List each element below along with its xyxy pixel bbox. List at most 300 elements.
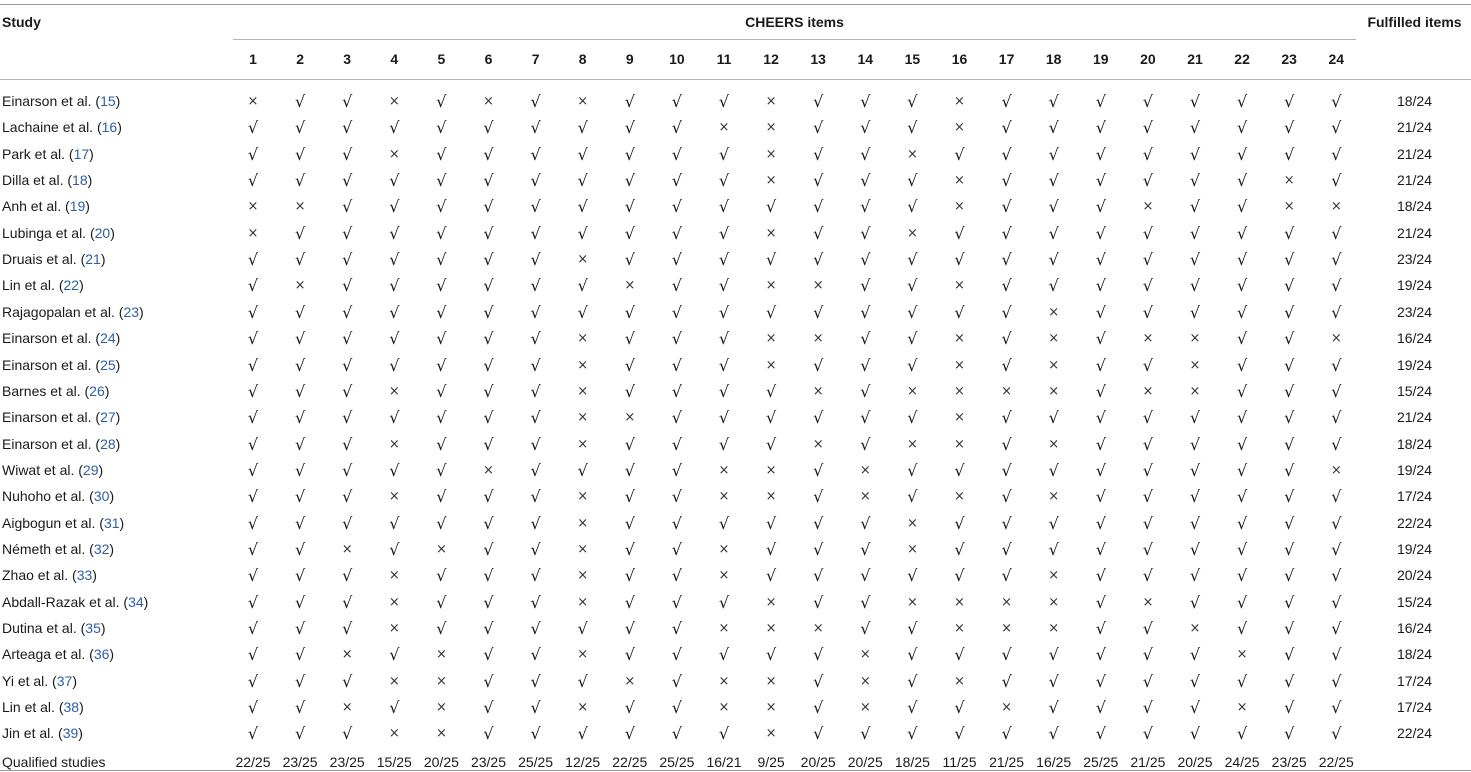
check-mark: √ bbox=[1284, 408, 1295, 428]
check-mark: √ bbox=[294, 144, 306, 164]
reference-link[interactable]: 22 bbox=[63, 277, 80, 294]
qualified-count: 22/25 bbox=[1318, 754, 1354, 770]
check-mark: √ bbox=[1095, 250, 1106, 270]
check-mark: √ bbox=[1284, 276, 1295, 296]
check-mark: √ bbox=[1236, 487, 1248, 507]
check-mark: √ bbox=[1001, 250, 1012, 270]
check-mark: √ bbox=[294, 434, 306, 454]
check-mark: √ bbox=[1331, 566, 1342, 586]
table-row bbox=[0, 115, 1471, 141]
check-mark: √ bbox=[1001, 355, 1012, 375]
check-mark: √ bbox=[294, 645, 306, 665]
cross-mark: × bbox=[294, 199, 306, 215]
reference-link[interactable]: 35 bbox=[85, 620, 101, 636]
check-mark: √ bbox=[718, 645, 730, 665]
table-row bbox=[0, 432, 1471, 458]
item-number-6: 6 bbox=[484, 51, 493, 67]
cross-mark: × bbox=[859, 700, 871, 716]
check-mark: √ bbox=[483, 381, 494, 401]
cross-mark: × bbox=[341, 541, 353, 557]
study-name: Einarson et al. (25) bbox=[2, 356, 121, 373]
check-mark: √ bbox=[860, 513, 871, 533]
reference-link[interactable]: 37 bbox=[56, 672, 73, 689]
check-mark: √ bbox=[1001, 487, 1012, 507]
cross-mark: × bbox=[577, 331, 589, 347]
qualified-count: 25/25 bbox=[518, 754, 554, 770]
check-mark: √ bbox=[860, 592, 871, 612]
fulfilled-count: 17/24 bbox=[1396, 699, 1433, 716]
cross-mark: × bbox=[765, 225, 777, 241]
table-row bbox=[0, 511, 1471, 537]
cross-mark: × bbox=[954, 594, 965, 610]
check-mark: √ bbox=[624, 539, 635, 559]
cross-mark: × bbox=[859, 462, 871, 478]
check-mark: √ bbox=[1048, 276, 1059, 296]
check-mark: √ bbox=[1331, 619, 1342, 638]
cross-mark: × bbox=[906, 225, 918, 241]
check-mark: √ bbox=[1284, 645, 1295, 665]
check-mark: √ bbox=[1284, 619, 1295, 638]
cross-mark: × bbox=[718, 700, 730, 716]
check-mark: √ bbox=[436, 92, 447, 111]
check-mark: √ bbox=[483, 302, 494, 322]
check-mark: √ bbox=[247, 698, 259, 718]
check-mark: √ bbox=[1142, 302, 1153, 322]
table-row bbox=[0, 194, 1471, 220]
check-mark: √ bbox=[247, 171, 259, 191]
item-number-21: 21 bbox=[1187, 51, 1203, 67]
check-mark: √ bbox=[1189, 645, 1201, 665]
check-mark: √ bbox=[1189, 171, 1201, 191]
check-mark: √ bbox=[671, 118, 682, 138]
study-author: Lin et al. bbox=[2, 277, 55, 294]
check-mark: √ bbox=[530, 197, 541, 217]
check-mark: √ bbox=[1001, 671, 1012, 691]
check-mark: √ bbox=[530, 566, 541, 586]
cross-mark: × bbox=[812, 278, 824, 294]
qualified-count: 20/25 bbox=[1177, 754, 1213, 770]
check-mark: √ bbox=[1142, 645, 1153, 665]
cross-mark: × bbox=[765, 594, 777, 610]
check-mark: √ bbox=[436, 513, 447, 533]
check-mark: √ bbox=[1048, 92, 1059, 111]
qualified-count: 20/25 bbox=[423, 754, 459, 770]
check-mark: √ bbox=[294, 118, 306, 138]
cross-mark: × bbox=[1048, 568, 1060, 584]
check-mark: √ bbox=[1142, 487, 1153, 507]
reference-link[interactable]: 36 bbox=[93, 646, 110, 663]
check-mark: √ bbox=[530, 355, 541, 375]
check-mark: √ bbox=[342, 513, 353, 533]
check-mark: √ bbox=[483, 724, 494, 744]
check-mark: √ bbox=[907, 197, 918, 217]
study-author: Einarson et al. bbox=[2, 409, 92, 426]
reference-link[interactable]: 21 bbox=[85, 251, 101, 268]
study-name: Rajagopalan et al. (23) bbox=[2, 303, 144, 320]
check-mark: √ bbox=[671, 460, 682, 480]
cross-mark: × bbox=[577, 515, 589, 531]
check-mark: √ bbox=[1331, 250, 1342, 270]
reference-link[interactable]: 25 bbox=[100, 356, 116, 373]
check-mark: √ bbox=[671, 645, 682, 665]
item-number-15: 15 bbox=[904, 51, 921, 67]
study-name: Dutina et al. (35) bbox=[2, 620, 106, 636]
check-mark: √ bbox=[247, 513, 259, 533]
cross-mark: × bbox=[1048, 383, 1060, 399]
reference-link[interactable]: 24 bbox=[100, 330, 116, 347]
check-mark: √ bbox=[624, 171, 635, 191]
check-mark: √ bbox=[907, 566, 918, 586]
cross-mark: × bbox=[954, 173, 965, 189]
check-mark: √ bbox=[1331, 381, 1342, 401]
cross-mark: × bbox=[483, 462, 494, 478]
cross-mark: × bbox=[718, 541, 730, 557]
cross-mark: × bbox=[718, 621, 730, 636]
table-row bbox=[0, 326, 1471, 352]
table-row bbox=[0, 221, 1471, 247]
check-mark: √ bbox=[1284, 513, 1295, 533]
check-mark: √ bbox=[294, 355, 306, 375]
check-mark: √ bbox=[1142, 276, 1153, 296]
qualified-count: 16/25 bbox=[1036, 754, 1072, 770]
check-mark: √ bbox=[954, 302, 965, 322]
reference-link[interactable]: 16 bbox=[101, 119, 118, 136]
reference-link[interactable]: 32 bbox=[93, 540, 110, 557]
check-mark: √ bbox=[1284, 698, 1295, 718]
cross-mark: × bbox=[624, 673, 636, 689]
qualified-count: 23/25 bbox=[470, 754, 507, 770]
check-mark: √ bbox=[907, 329, 918, 349]
cross-mark: × bbox=[765, 120, 777, 136]
cross-mark: × bbox=[577, 568, 589, 584]
check-mark: √ bbox=[1331, 118, 1342, 138]
check-mark: √ bbox=[907, 171, 918, 191]
cross-mark: × bbox=[1048, 594, 1060, 610]
check-mark: √ bbox=[1284, 592, 1295, 612]
check-mark: √ bbox=[954, 513, 965, 533]
check-mark: √ bbox=[1236, 408, 1248, 428]
cross-mark: × bbox=[765, 621, 777, 636]
reference-link[interactable]: 34 bbox=[128, 593, 144, 610]
cross-mark: × bbox=[1001, 700, 1013, 716]
cross-mark: × bbox=[577, 94, 589, 109]
check-mark: √ bbox=[342, 302, 353, 322]
cross-mark: × bbox=[1142, 594, 1154, 610]
fulfilled-count: 22/24 bbox=[1396, 514, 1433, 531]
fulfilled-count: 23/24 bbox=[1396, 303, 1433, 320]
qualified-studies-label: Qualified studies bbox=[2, 754, 106, 770]
check-mark: √ bbox=[483, 408, 494, 428]
reference-link[interactable]: 17 bbox=[73, 145, 90, 162]
check-mark: √ bbox=[860, 92, 871, 111]
check-mark: √ bbox=[1284, 460, 1295, 480]
check-mark: √ bbox=[1001, 171, 1012, 191]
check-mark: √ bbox=[530, 118, 541, 138]
check-mark: √ bbox=[342, 223, 353, 243]
cross-mark: × bbox=[577, 383, 589, 399]
item-number-22: 22 bbox=[1234, 51, 1250, 67]
check-mark: √ bbox=[436, 197, 447, 217]
item-number-row bbox=[233, 51, 1356, 69]
cross-mark: × bbox=[765, 173, 777, 189]
check-mark: √ bbox=[483, 645, 494, 665]
cross-mark: × bbox=[859, 647, 871, 663]
study-name: Lachaine et al. (16) bbox=[2, 119, 122, 136]
qualified-count: 12/25 bbox=[565, 754, 601, 770]
check-mark: √ bbox=[483, 513, 494, 533]
cross-mark: × bbox=[765, 278, 777, 294]
check-mark: √ bbox=[1284, 487, 1295, 507]
check-mark: √ bbox=[718, 197, 730, 217]
reference-link[interactable]: 23 bbox=[123, 303, 140, 320]
check-mark: √ bbox=[860, 223, 871, 243]
check-mark: √ bbox=[1189, 250, 1201, 270]
check-mark: √ bbox=[860, 276, 871, 296]
reference-link[interactable]: 30 bbox=[93, 488, 110, 505]
check-mark: √ bbox=[1142, 539, 1153, 559]
fulfilled-count: 18/24 bbox=[1396, 435, 1433, 452]
qualified-count: 25/25 bbox=[659, 754, 695, 770]
check-mark: √ bbox=[1095, 592, 1106, 612]
check-mark: √ bbox=[860, 197, 871, 217]
check-mark: √ bbox=[530, 698, 541, 718]
fulfilled-count: 20/24 bbox=[1396, 567, 1433, 584]
check-mark: √ bbox=[765, 539, 777, 559]
check-mark: √ bbox=[1331, 592, 1342, 612]
check-mark: √ bbox=[530, 645, 541, 665]
check-mark: √ bbox=[530, 724, 541, 744]
item-number-19: 19 bbox=[1093, 51, 1109, 67]
check-mark: √ bbox=[483, 592, 494, 612]
check-mark: √ bbox=[342, 329, 353, 349]
check-mark: √ bbox=[342, 118, 353, 138]
check-mark: √ bbox=[1236, 118, 1248, 138]
check-mark: √ bbox=[483, 566, 494, 586]
cross-mark: × bbox=[1189, 621, 1201, 636]
check-mark: √ bbox=[671, 144, 682, 164]
study-author: Abdall-Razak et al. bbox=[2, 593, 120, 610]
reference-link[interactable]: 15 bbox=[100, 93, 116, 109]
study-name: Einarson et al. (24) bbox=[2, 330, 121, 347]
study-name: Németh et al. (32) bbox=[2, 540, 115, 557]
check-mark: √ bbox=[436, 329, 447, 349]
reference-link[interactable]: 28 bbox=[100, 435, 116, 452]
check-mark: √ bbox=[813, 197, 824, 217]
cross-mark: × bbox=[954, 94, 965, 109]
check-mark: √ bbox=[1189, 513, 1201, 533]
check-mark: √ bbox=[624, 460, 635, 480]
cross-mark: × bbox=[954, 410, 965, 426]
item-number-13: 13 bbox=[810, 51, 826, 67]
check-mark: √ bbox=[294, 329, 306, 349]
check-mark: √ bbox=[436, 118, 447, 138]
check-mark: √ bbox=[671, 539, 682, 559]
fulfilled-count: 23/24 bbox=[1396, 251, 1433, 268]
reference-link[interactable]: 18 bbox=[72, 172, 88, 189]
check-mark: √ bbox=[671, 329, 682, 349]
check-mark: √ bbox=[1095, 171, 1106, 191]
check-mark: √ bbox=[954, 539, 965, 559]
cross-mark: × bbox=[1048, 621, 1060, 636]
check-mark: √ bbox=[294, 92, 306, 111]
reference-link[interactable]: 27 bbox=[100, 409, 116, 426]
check-mark: √ bbox=[577, 671, 588, 691]
study-author: Arteaga et al. bbox=[2, 646, 86, 663]
check-mark: √ bbox=[1095, 92, 1106, 111]
item-number-11: 11 bbox=[716, 51, 732, 67]
check-mark: √ bbox=[436, 566, 447, 586]
check-mark: √ bbox=[813, 724, 824, 744]
check-mark: √ bbox=[671, 171, 682, 191]
check-mark: √ bbox=[813, 223, 824, 243]
check-mark: √ bbox=[624, 513, 635, 533]
qualified-count: 23/25 bbox=[329, 754, 365, 770]
check-mark: √ bbox=[1189, 698, 1201, 718]
cross-mark: × bbox=[388, 621, 400, 636]
check-mark: √ bbox=[1048, 513, 1059, 533]
check-mark: √ bbox=[624, 302, 635, 322]
qualified-count: 15/25 bbox=[376, 754, 412, 770]
check-mark: √ bbox=[765, 513, 777, 533]
check-mark: √ bbox=[530, 276, 541, 296]
check-mark: √ bbox=[1048, 223, 1059, 243]
fulfilled-count: 18/24 bbox=[1396, 93, 1433, 109]
check-mark: √ bbox=[436, 487, 447, 507]
check-mark: √ bbox=[389, 645, 400, 665]
check-mark: √ bbox=[813, 671, 824, 691]
check-mark: √ bbox=[718, 724, 730, 744]
check-mark: √ bbox=[483, 250, 494, 270]
cross-mark: × bbox=[1189, 357, 1201, 373]
check-mark: √ bbox=[624, 223, 635, 243]
check-mark: √ bbox=[1095, 460, 1106, 480]
study-name: Yi et al. (37) bbox=[2, 672, 77, 689]
qualified-count: 25/25 bbox=[1083, 754, 1119, 770]
cross-mark: × bbox=[577, 357, 589, 373]
check-mark: √ bbox=[1001, 92, 1012, 111]
check-mark: √ bbox=[1189, 460, 1201, 480]
check-mark: √ bbox=[1331, 408, 1342, 428]
check-mark: √ bbox=[1142, 460, 1153, 480]
check-mark: √ bbox=[718, 250, 730, 270]
check-mark: √ bbox=[671, 276, 682, 296]
reference-link[interactable]: 38 bbox=[63, 699, 80, 716]
check-mark: √ bbox=[247, 250, 259, 270]
cross-mark: × bbox=[765, 462, 777, 478]
check-mark: √ bbox=[1048, 724, 1059, 744]
header-bottom-rule bbox=[0, 79, 1471, 80]
reference-link[interactable]: 31 bbox=[103, 514, 120, 531]
check-mark: √ bbox=[1284, 223, 1295, 243]
check-mark: √ bbox=[1189, 592, 1201, 612]
study-author: Rajagopalan et al. bbox=[2, 303, 115, 320]
check-mark: √ bbox=[294, 171, 306, 191]
check-mark: √ bbox=[1331, 487, 1342, 507]
check-mark: √ bbox=[813, 513, 824, 533]
check-mark: √ bbox=[483, 197, 494, 217]
check-mark: √ bbox=[718, 302, 730, 322]
check-mark: √ bbox=[624, 118, 635, 138]
check-mark: √ bbox=[530, 381, 541, 401]
check-mark: √ bbox=[1001, 276, 1012, 296]
cross-mark: × bbox=[388, 146, 400, 162]
check-mark: √ bbox=[342, 92, 353, 111]
check-mark: √ bbox=[1095, 381, 1106, 401]
cross-mark: × bbox=[906, 436, 918, 452]
check-mark: √ bbox=[718, 434, 730, 454]
cross-mark: × bbox=[435, 541, 447, 557]
check-mark: √ bbox=[624, 197, 635, 217]
cross-mark: × bbox=[718, 489, 730, 505]
check-mark: √ bbox=[483, 144, 494, 164]
check-mark: √ bbox=[624, 724, 635, 744]
check-mark: √ bbox=[1095, 487, 1106, 507]
check-mark: √ bbox=[671, 434, 682, 454]
check-mark: √ bbox=[1284, 302, 1295, 322]
item-number-3: 3 bbox=[343, 51, 352, 67]
cross-mark: × bbox=[388, 673, 400, 689]
study-name: Lin et al. (38) bbox=[2, 699, 84, 716]
check-mark: √ bbox=[247, 434, 259, 454]
check-mark: √ bbox=[294, 671, 306, 691]
check-mark: √ bbox=[1284, 118, 1295, 138]
cross-mark: × bbox=[1283, 199, 1295, 215]
study-name: Jin et al. (39) bbox=[2, 725, 83, 742]
cross-mark: × bbox=[435, 647, 447, 663]
check-mark: √ bbox=[1001, 566, 1012, 586]
cross-mark: × bbox=[624, 410, 636, 426]
check-mark: √ bbox=[1001, 460, 1012, 480]
reference-link[interactable]: 29 bbox=[82, 461, 99, 478]
check-mark: √ bbox=[813, 250, 824, 270]
check-mark: √ bbox=[1095, 671, 1106, 691]
cross-mark: × bbox=[435, 700, 447, 716]
table-row bbox=[0, 537, 1471, 563]
check-mark: √ bbox=[1284, 250, 1295, 270]
fulfilled-count: 16/24 bbox=[1396, 620, 1433, 636]
cross-mark: × bbox=[388, 568, 400, 584]
check-mark: √ bbox=[1284, 144, 1295, 164]
check-mark: √ bbox=[577, 619, 588, 638]
check-mark: √ bbox=[954, 724, 965, 744]
check-mark: √ bbox=[907, 276, 918, 296]
cross-mark: × bbox=[765, 700, 777, 716]
check-mark: √ bbox=[436, 144, 447, 164]
check-mark: √ bbox=[577, 171, 588, 191]
reference-link[interactable]: 39 bbox=[62, 725, 79, 742]
cross-mark: × bbox=[1236, 700, 1248, 716]
check-mark: √ bbox=[907, 460, 918, 480]
reference-link[interactable]: 20 bbox=[94, 224, 111, 241]
reference-link[interactable]: 19 bbox=[69, 198, 86, 215]
check-mark: √ bbox=[247, 408, 259, 428]
check-mark: √ bbox=[1048, 698, 1059, 718]
check-mark: √ bbox=[860, 144, 871, 164]
study-name: Arteaga et al. (36) bbox=[2, 646, 115, 663]
check-mark: √ bbox=[624, 144, 635, 164]
check-mark: √ bbox=[813, 592, 824, 612]
reference-link[interactable]: 26 bbox=[89, 382, 105, 399]
check-mark: √ bbox=[483, 223, 494, 243]
check-mark: √ bbox=[1236, 355, 1248, 375]
table-row bbox=[0, 616, 1471, 642]
check-mark: √ bbox=[1048, 671, 1059, 691]
check-mark: √ bbox=[813, 171, 824, 191]
study-name: Anh et al. (19) bbox=[2, 198, 90, 215]
check-mark: √ bbox=[294, 381, 306, 401]
reference-link[interactable]: 33 bbox=[76, 567, 93, 584]
check-mark: √ bbox=[436, 619, 447, 638]
